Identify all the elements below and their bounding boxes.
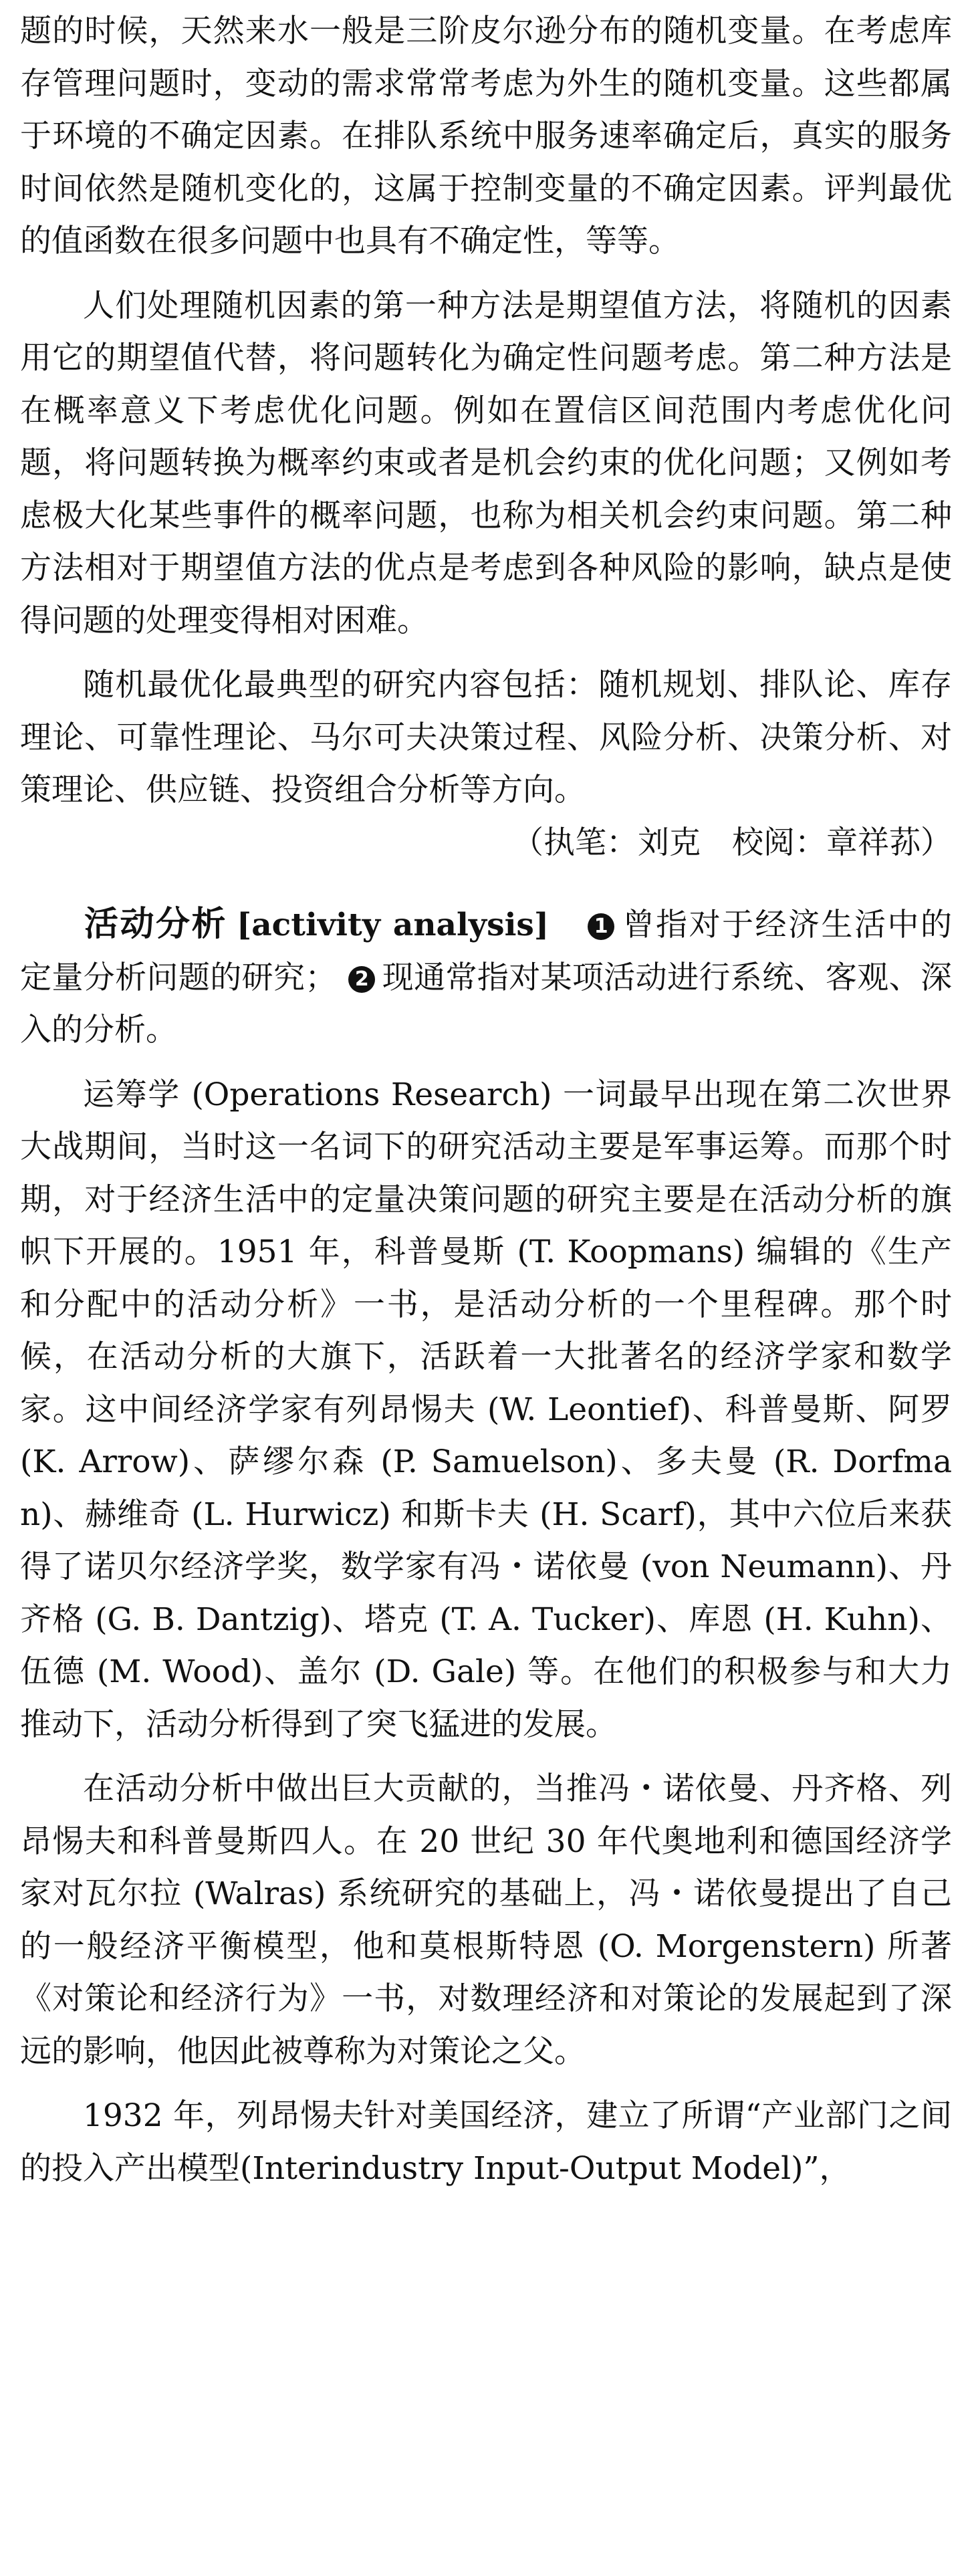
research-content-paragraph xyxy=(20,659,952,817)
entry-definition-two: 现通常指对某项活动进行系统、客观、深入的分析。 xyxy=(20,959,953,1048)
circled-number-two-icon: 2 xyxy=(348,966,375,993)
body-paragraph: 人们处理随机因素的第一种方法是期望值方法，将随机的因素用它的期望值代替，将问题转化为确定性问题考虑。第二种方法是在概率意义下考虑优化问题。例如在置信区间范围内考虑优化问题，将问题转换为概率约束或者是机会约束的优化问题；又例如考虑极大化某些事件的概率问题，也称为相关机会约束问题。第二种方法相对于期望值方法的优点是考虑到各种风险的影响，缺点是使得问题的处理变得相对困难。 xyxy=(20,287,952,639)
body-paragraph: 1932 年，列昂惕夫针对美国经济，建立了所谓“产业部门之间的投入产出模型(Interindustry Input-Output Model)”， xyxy=(20,2097,952,2187)
research-prefix: 随机最优化最典型的研究内容包括： xyxy=(83,667,599,703)
body-paragraph: 运筹学 (Operations Research) 一词最早出现在第二次世界大战期间，当时这一名词下的研究活动主要是军事运筹。而那个时期，对于经济生活中的定量决策问题的研究主要是在活动分析的旗帜下开展的。1951 年，科普曼斯 (T. Koopmans) 编辑的《生产和分配中的活动分析》一书，是活动分析的一个里程碑。那个时候，在活动分析的大旗下，活跃着一大批著名的经济学家和数学家。这中间经济学家有列昂惕夫 (W. Leontief)、科普曼斯、阿罗 (K. Arrow)、萨缪尔森 (P. Samuelson)、多夫曼 (R. Dorfman)、赫维奇 (L. Hurwicz) 和斯卡夫 (H. Scarf)，其中六位后来获得了诺贝尔经济学奖，数学家有冯・诺依曼 (von Neumann)、丹齐格 (G. B. Dantzig)、塔克 (T. A. Tucker)、库恩 (H. Kuhn)、伍德 (M. Wood)、盖尔 (D. Gale) 等。在他们的积极参与和大力推动下，活动分析得到了突飞猛进的发展。 xyxy=(20,1076,952,1743)
circled-number-one-icon: 1 xyxy=(588,913,614,940)
entry-english-term: [activity analysis] xyxy=(236,907,550,943)
entry-title: 活动分析 xyxy=(84,905,227,944)
research-suffix: 投资组合分析等方向。 xyxy=(271,772,586,808)
author-signature: （执笔：刘克 校阅：章祥荪） xyxy=(512,824,952,861)
body-paragraph: 在活动分析中做出巨大贡献的，当推冯・诺依曼、丹齐格、列昂惕夫和科普曼斯四人。在 20 世纪 30 年代奥地利和德国经济学家对瓦尔拉 (Walras) 系统研究的基础上，冯・诺依曼提出了自己的一般经济平衡模型，他和莫根斯特恩 (O. Morgenstern) 所著《对策论和经济行为》一书，对数理经济和对策论的发展起到了深远的影响，他因此被尊称为对策论之父。 xyxy=(20,1770,952,2070)
entry-definition-one: 曾指对于经济生活中的定量分析问题的研究； xyxy=(20,907,952,996)
entry-heading-paragraph xyxy=(20,899,952,1057)
body-paragraph: 题的时候，天然来水一般是三阶皮尔逊分布的随机变量。在考虑库存管理问题时，变动的需求常常考虑为外生的随机变量。这些都属于环境的不确定因素。在排队系统中服务速率确定后，真实的服务时间依然是随机变化的，这属于控制变量的不确定因素。评判最优的值函数在很多问题中也具有不确定性，等等。 xyxy=(20,13,952,259)
research-fields: 随机规划、排队论、库存理论、可靠性理论、马尔可夫决策过程、风险分析、决策分析、对策理论、供应链、 xyxy=(20,667,953,808)
